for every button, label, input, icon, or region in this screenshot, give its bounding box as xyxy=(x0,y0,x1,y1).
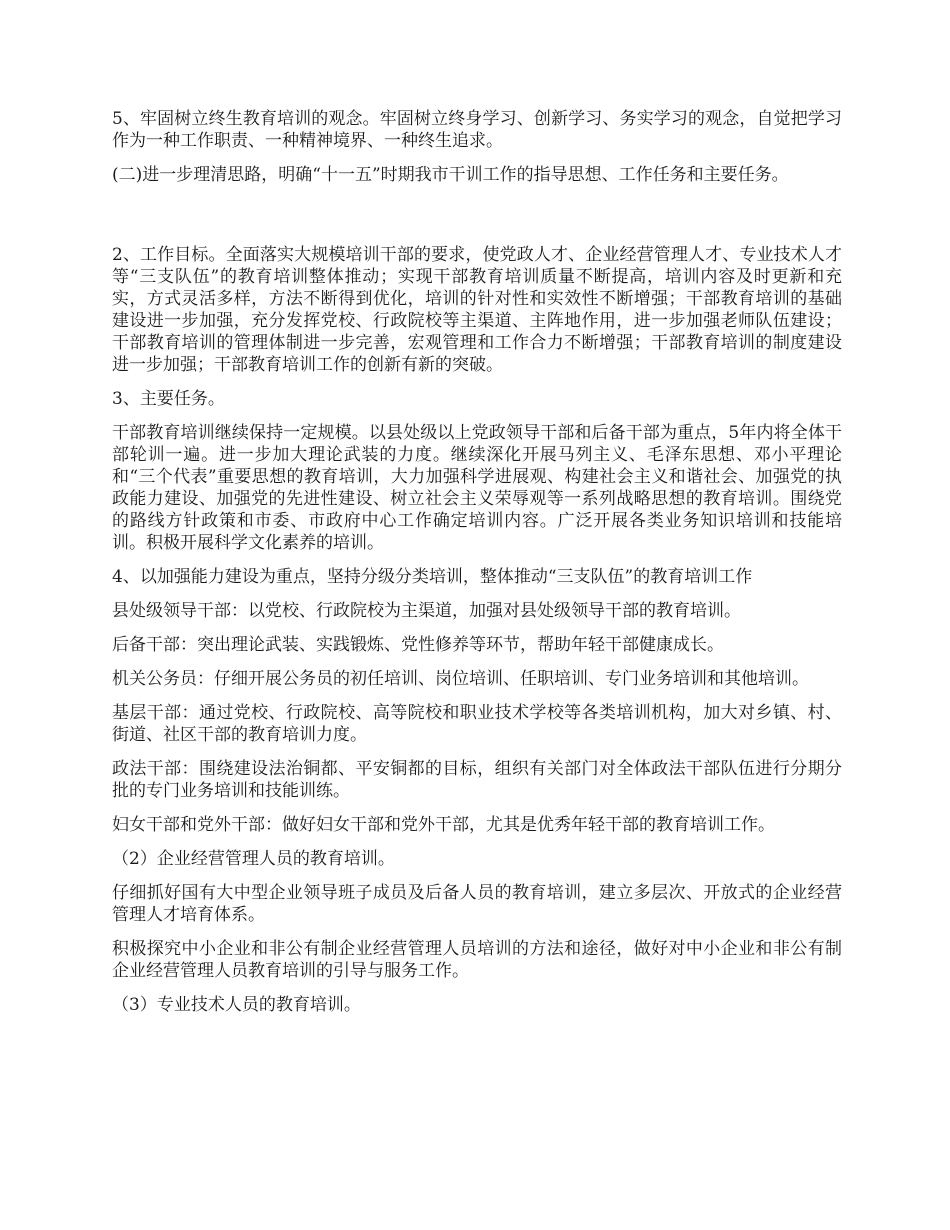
paragraph-grassroots-cadres: 基层干部：通过党校、行政院校、高等院校和职业技术学校等各类培训机构，加大对乡镇、村、街道、社区干部的教育培训力度。 xyxy=(112,703,842,745)
paragraph-main-tasks-heading: 3、主要任务。 xyxy=(112,389,225,409)
document-page xyxy=(112,108,842,1028)
paragraph-main-tasks: 干部教育培训继续保持一定规模。以县处级以上党政领导干部和后备干部为重点，5年内将全体干部轮训一遍。进一步加大理论武装的力度。继续深化开展马列主义、毛泽东思想、邓小平理论和“三个代表”重要思想的教育培训，大力加强科学进展观、构建社会主义和谐社会、加强党的执政能力建设、加强党的先进性建设、树立社会主义荣辱观等一系列战略思想的教育培训。围绕党的路线方针政策和市委、市政府中心工作确定培训内容。广泛开展各类业务知识培训和技能培训。积极开展科学文化素养的培训。 xyxy=(112,423,842,553)
paragraph-sme-enterprises: 积极探究中小企业和非公有制企业经营管理人员培训的方法和途径，做好对中小企业和非公有制企业经营管理人员教育培训的引导与服务工作。 xyxy=(112,939,842,981)
paragraph-lifelong-learning: 5、牢固树立终生教育培训的观念。牢固树立终身学习、创新学习、务实学习的观念，自觉把学习作为一种工作职责、一种精神境界、一种终生追求。 xyxy=(112,109,842,151)
paragraph-county-leaders: 县处级领导干部：以党校、行政院校为主渠道，加强对县处级领导干部的教育培训。 xyxy=(112,601,741,621)
paragraph-legal-cadres: 政法干部：围绕建设法治铜都、平安铜都的目标，组织有关部门对全体政法干部队伍进行分期分批的专门业务培训和技能训练。 xyxy=(112,759,842,801)
paragraph-state-enterprises: 仔细抓好国有大中型企业领导班子成员及后备人员的教育培训，建立多层次、开放式的企业经营管理人才培育体系。 xyxy=(112,883,842,925)
paragraph-civil-servants: 机关公务员：仔细开展公务员的初任培训、岗位培训、任职培训、专门业务培训和其他培训。 xyxy=(112,669,809,689)
paragraph-section-two-heading: (二)进一步理清思路，明确“十一五”时期我市干训工作的指导思想、工作任务和主要任务。 xyxy=(112,165,789,185)
paragraph-capability-building: 4、以加强能力建设为重点，坚持分级分类培训，整体推动“三支队伍”的教育培训工作 xyxy=(112,567,753,587)
blank-gap xyxy=(112,198,842,244)
paragraph-work-goals: 2、工作目标。全面落实大规模培训干部的要求，使党政人才、企业经营管理人才、专业技术人才等“三支队伍”的教育培训整体推动；实现干部教育培训质量不断提高，培训内容及时更新和充实，方式灵活多样，方法不断得到优化，培训的针对性和实效性不断增强；干部教育培训的基础建设进一步加强，充分发挥党校、行政院校等主渠道、主阵地作用，进一步加强老师队伍建设；干部教育培训的管理体制进一步完善，宏观管理和工作合力不断增强；干部教育培训的制度建设进一步加强；干部教育培训工作的创新有新的突破。 xyxy=(112,245,842,375)
paragraph-professional-heading: （3）专业技术人员的教育培训。 xyxy=(112,995,361,1015)
paragraph-reserve-cadres: 后备干部：突出理论武装、实践锻炼、党性修养等环节，帮助年轻干部健康成长。 xyxy=(112,635,724,655)
paragraph-women-cadres: 妇女干部和党外干部：做好妇女干部和党外干部，尤其是优秀年轻干部的教育培训工作。 xyxy=(112,815,775,835)
paragraph-enterprise-heading: （2）企业经营管理人员的教育培训。 xyxy=(112,849,395,869)
